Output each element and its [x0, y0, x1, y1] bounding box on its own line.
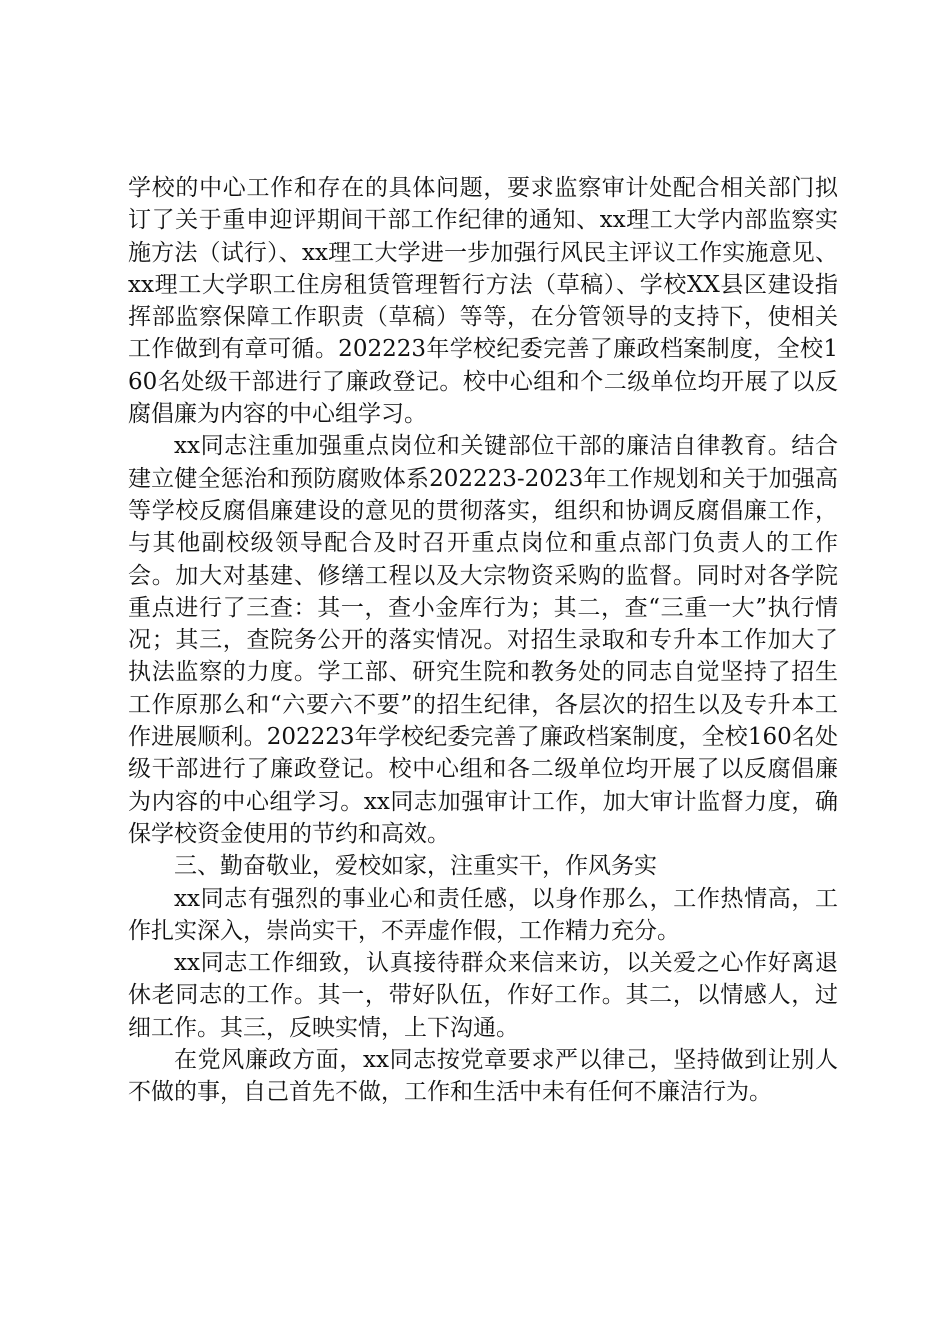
- document-body: [128, 172, 838, 1109]
- section-heading-3: 三、勤奋敬业，爱校如家，注重实干，作风务实: [174, 853, 657, 880]
- paragraph-dedication: xx同志有强烈的事业心和责任感，以身作那么，工作热情高，工作扎实深入，崇尚实干，不弄虚作假，工作精力充分。: [128, 885, 838, 944]
- paragraph-petitions: xx同志工作细致，认真接待群众来信来访，以关爱之心作好离退休老同志的工作。其一，带好队伍，作好工作。其二，以情感人，过细工作。其三，反映实情，上下沟通。: [128, 950, 838, 1041]
- paragraph-continued: 学校的中心工作和存在的具体问题，要求监察审计处配合相关部门拟订了关于重申迎评期间干部工作纪律的通知、xx理工大学内部监察实施方法（试行）、xx理工大学进一步加强行风民主评议工作实施意见、xx理工大学职工住房租赁管理暂行方法（草稿）、学校XX县区建设指挥部监察保障工作职责（草稿）等等，在分管领导的支持下，使相关工作做到有章可循。202223年学校纪委完善了廉政档案制度，全校160名处级干部进行了廉政登记。校中心组和个二级单位均开展了以反腐倡廉为内容的中心组学习。: [128, 175, 838, 428]
- paragraph-integrity: 在党风廉政方面，xx同志按党章要求严以律己，坚持做到让别人不做的事，自己首先不做，工作和生活中未有任何不廉洁行为。: [128, 1047, 838, 1106]
- paragraph-anticorruption-education: xx同志注重加强重点岗位和关键部位干部的廉洁自律教育。结合建立健全惩治和预防腐败体系202223-2023年工作规划和关于加强高等学校反腐倡廉建设的意见的贯彻落实，组织和协调反腐倡廉工作，与其他副校级领导配合及时召开重点岗位和重点部门负责人的工作会。加大对基建、修缮工程以及大宗物资采购的监督。同时对各学院重点进行了三查：其一，查小金库行为；其二，查“三重一大”执行情况；其三，查院务公开的落实情况。对招生录取和专升本工作加大了执法监察的力度。学工部、研究生院和教务处的同志自觉坚持了招生工作原那么和“六要六不要”的招生纪律，各层次的招生以及专升本工作进展顺利。202223年学校纪委完善了廉政档案制度，全校160名处级干部进行了廉政登记。校中心组和各二级单位均开展了以反腐倡廉为内容的中心组学习。xx同志加强审计工作，加大审计监督力度，确保学校资金使用的节约和高效。: [128, 433, 838, 847]
